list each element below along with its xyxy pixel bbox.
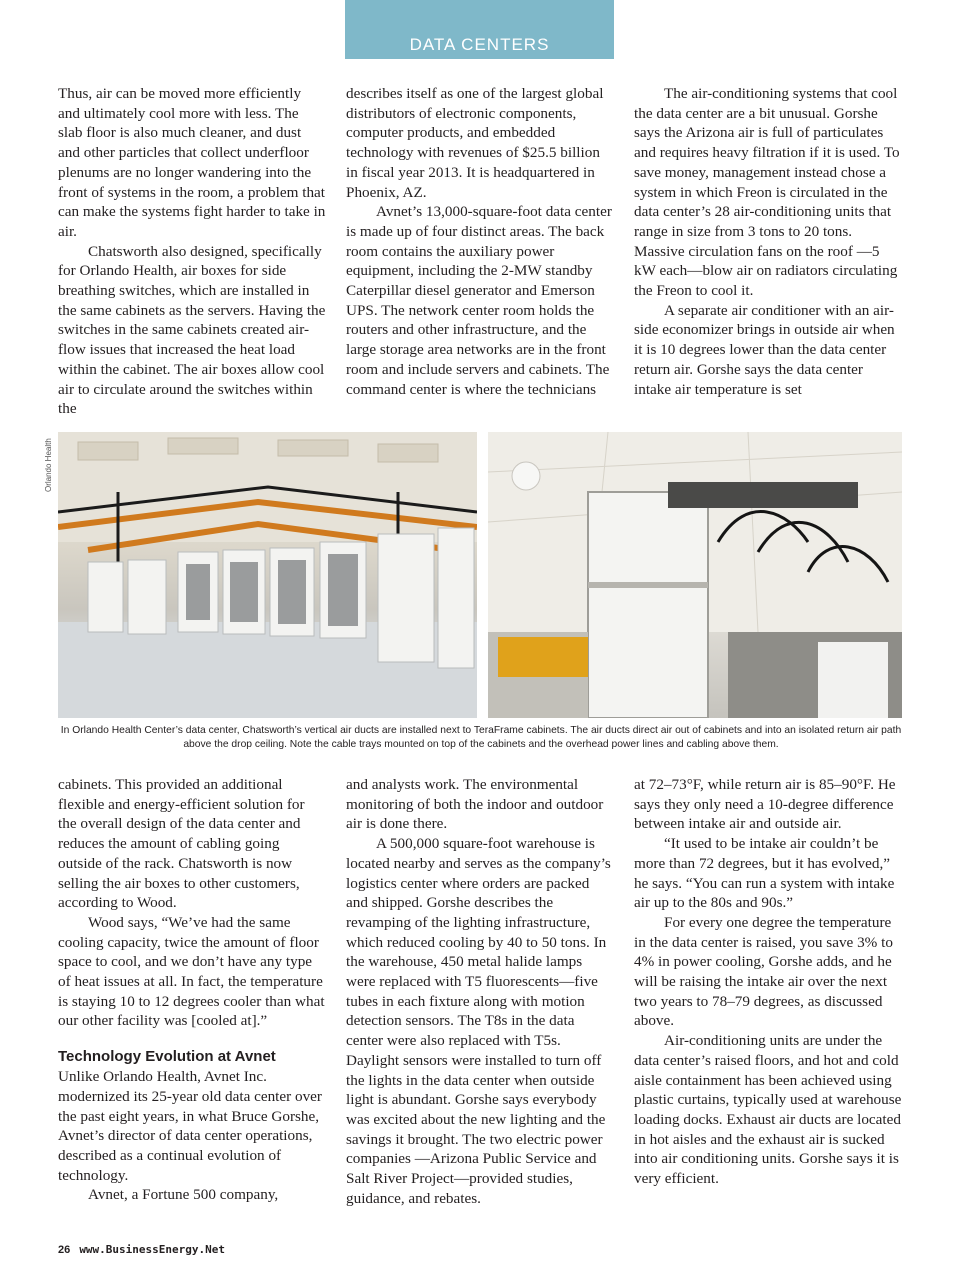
paragraph: A 500,000 square-foot warehouse is located nearby and serves as the company’s logistics center where orders are packed and shipped. Gorshe describes the revamping of the lighting infrastructure, which reduced cooling by 40 to 50 tons. In the warehouse, 450 metal halide lamps were replaced with T5 fluorescents—five tubes in each fixture along with motion detection sensors. The T8s in the data center were also replaced with T5s. Daylight sensors were installed to turn off the lights in the data center when outside light is abundant. Gorshe says everybody was excited about the new lighting and the savings it brought. The two electric power companies —Arizona Public Service and Salt River Project—provided studies, guidance, and rebates. [346, 835, 611, 1207]
paragraph: Avnet’s 13,000-square-foot data center is made up of four distinct areas. The back room contains the auxiliary power equipment, including the 2-MW standby Caterpillar diesel generator and Emerson UPS. The network center room holds the routers and other infrastructure, and the large storage area networks are in the front room and include servers and cabinets. The command center is where the technicians [346, 203, 612, 398]
paragraph: describes itself as one of the largest global distributors of electronic components, computer products, and embedded technology with revenues of $25.5 billion in fiscal year 2013. It is headquartered in Phoenix, AZ. [346, 85, 604, 201]
section-heading: Technology Evolution at Avnet [58, 1048, 276, 1066]
footer-url: www.BusinessEnergy.Net [79, 1243, 226, 1256]
paragraph: Air-conditioning units are under the data center’s raised floors, and hot and cold aisle containment has been achieved using plastic curtains, typically used at warehouse loading docks. Exhaust air ducts are located in hot aisles and the exhaust air is sucked into air conditioning units. Gorshe says it is very efficient. [634, 1032, 902, 1188]
paragraph: The air-conditioning systems that cool the data center are a bit unusual. Gorshe says the Arizona air is full of particulates and requires heavy filtration if it is used. To save money, management instead chose a system in which Freon is circulated in the data center’s 28 air-conditioning units that range in size from 3 tons to 20 tons. Massive circulation fans on the roof —5 kW each—blow air on radiators circulating the Freon to cool it. [634, 85, 900, 300]
photo-data-center-aisles [58, 432, 477, 718]
article-column-1-bottom [58, 775, 326, 1205]
paragraph: Wood says, “We’ve had the same cooling capacity, twice the amount of floor space to cool, and we don’t have any type of heat issues at all. In fact, the temperature is staying 10 to 12 degrees cooler than what our other facility was [cooled at].” [58, 913, 325, 1030]
photo-caption: In Orlando Health Center’s data center, Chatsworth’s vertical air ducts are installed next to TeraFrame cabinets. The air ducts direct air out of cabinets and into an isolated return air path above the drop ceiling. Note the cable trays mounted on top of the cabinets and the overhead power lines and cabling above them. [60, 725, 902, 750]
vertical-air-duct-illustration [488, 432, 902, 718]
paragraph: and analysts work. The environmental monitoring of both the indoor and outdoor air is done there. [346, 776, 604, 833]
page-number: 26 [58, 1244, 71, 1256]
paragraph: “It used to be intake air couldn’t be more than 72 degrees, but it has evolved,” he says. “You can run a system with intake air up to the 80s and 90s.” [634, 835, 895, 912]
photo-vertical-air-duct [488, 432, 902, 718]
article-column-3-bottom [634, 775, 902, 1189]
paragraph: Chatsworth also designed, specifically for Orlando Health, air boxes for side breathing switches, which are installed in the same cabinets as the servers. Having the switches in the same cabinets created air-flow issues that increased the heat load within the cabinet. The air boxes allow cool air to circulate around the switches within the [58, 242, 326, 418]
paragraph: For every one degree the temperature in the data center is raised, you save 3% to 4% in power cooling, Gorshe adds, and he will be raising the intake air over the next two years to 78–79 degrees, as discussed above. [634, 913, 893, 1030]
section-title: DATA CENTERS [409, 35, 550, 54]
page-footer [58, 1243, 225, 1256]
article-column-1-top [58, 84, 326, 419]
data-center-aisles-illustration [58, 432, 477, 718]
article-column-2-top [346, 84, 614, 399]
paragraph: Thus, air can be moved more efficiently and ultimately cool more with less. The slab floor is also much cleaner, and dust and other particles that collect underfloor plenums are no longer wandering into the front of systems in the room, a problem that can make the systems fight harder to take in air. [58, 85, 326, 240]
paragraph: Avnet, a Fortune 500 company, [88, 1186, 279, 1204]
article-column-3-top [634, 84, 902, 399]
article-column-2-bottom [346, 775, 614, 1208]
paragraph: A separate air conditioner with an air-side economizer brings in outside air when it is 10 degrees lower than the data center return air. Gorshe says the data center intake air temperature is set [634, 301, 895, 398]
paragraph: cabinets. This provided an additional flexible and energy-efficient solution for the overall design of the data center and reduces the amount of cabling going outside of the rack. Chatsworth is now selling the air boxes to other customers, according to Wood. [58, 776, 305, 912]
paragraph: at 72–73°F, while return air is 85–90°F. He says they only need a 10-degree difference between intake air and outside air. [634, 776, 896, 833]
section-tab [345, 0, 614, 59]
paragraph: Unlike Orlando Health, Avnet Inc. modernized its 25-year old data center over the past eight years, in what Bruce Gorshe, Avnet’s director of data center operations, described as a continual evolution of technology. [58, 1068, 322, 1184]
photo-credit: Orlando Health [44, 438, 53, 492]
